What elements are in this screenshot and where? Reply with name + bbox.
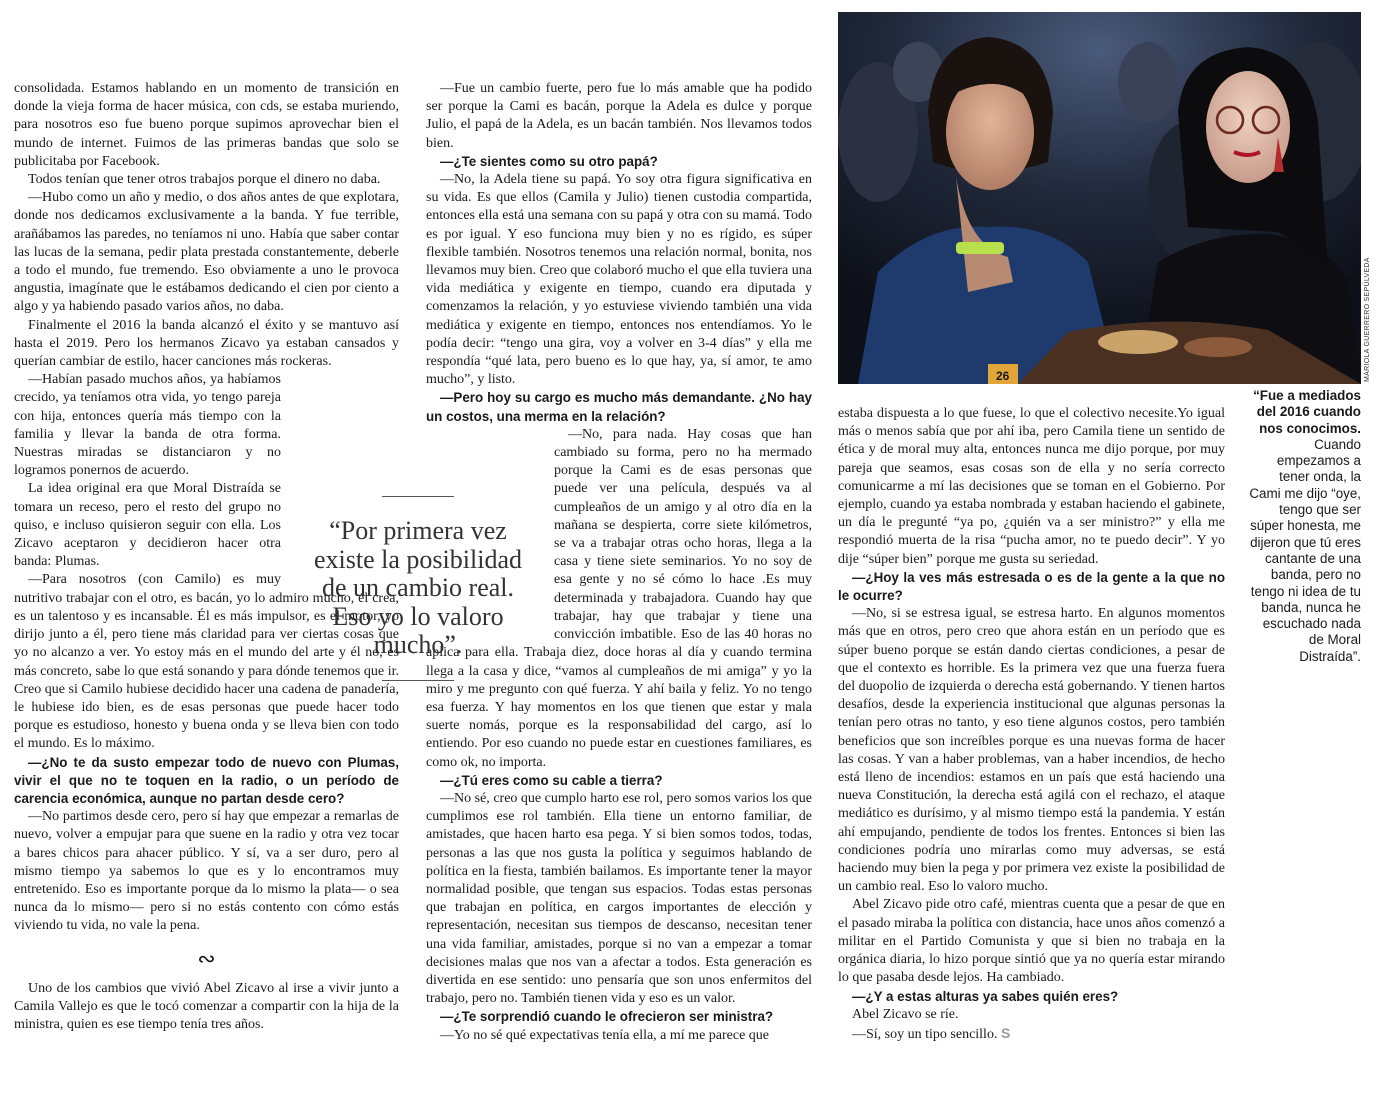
interview-question: —¿Te sorprendió cuando le ofrecieron ser ministra? — [440, 1009, 774, 1025]
paragraph: —Para nosotros (con Camilo) es muy nutritivo trabajar con el otro, es bacán, yo lo admiro mucho, él crea, es un talentoso y es incansable. Él es más impulsor, es el motor, yo dirijo junto a él, pero tiene más claridad para ver ciertas cosas que yo no alcanzo a ver. Yo estoy más en el mundo del arte y él no, es más concreto, sabe lo que está sonando y para dónde tenemos que ir. Creo que si Camilo hubiese decidido hacer una cadena de panadería, le hubiese ido bien, es de esas personas que puede hacer todo porque es estudioso, honesto y buena onda y se lleva bien con todo el mundo. Es lo máximo. — [14, 572, 399, 752]
interview-question: —¿Tú eres como su cable a tierra? — [440, 772, 663, 788]
paragraph: —Yo no sé qué expectativas tenía ella, a mí me parece que — [440, 1027, 770, 1043]
paragraph: Abel Zicavo se ríe. — [852, 1006, 959, 1022]
pull-quote-rule-bottom — [382, 680, 454, 681]
paragraph: —Hubo como un año y medio, o dos años antes de que explotara, donde nos dedicamos exclusivamente a la banda. Y fue terrible, arañábamos las paredes, no teníamos ni uno. Había que saber contar las lucas de la semana, pedir plata prestada constantemente, deberle a todo el mundo, fue tremendo. Eso obviamente a uno le provoca angustia, imagínate que le estábamos dedicando el cien por ciento a algo y ya habiendo pasado varios años, no daba. — [14, 190, 399, 315]
caption-lead: “Fue a mediados del 2016 cuando nos conocimos. — [1253, 388, 1361, 436]
paragraph: Todos tenían que tener otros trabajos porque el dinero no daba. — [28, 172, 381, 188]
paragraph: La idea original era que Moral Distraída se tomara un receso, pero el resto del grupo no quiso, e incluso quisieron seguir con ella. Los Zicavo aceptaron y decidieron hacer otra banda: Plumas. — [14, 481, 281, 570]
pull-quote — [300, 496, 536, 681]
paragraph: —No, la Adela tiene su papá. Yo soy otra figura significativa en su vida. Es que ellos (Camila y Julio) tienen custodia compartida, entonces ella está una semana con su papá y otra con su mamá. Todo es por igual. Y eso funciona muy bien y no es rígido, es súper flexible también. Nosotros tenemos una relación normal, bonita, nos llevamos muy bien. Creo que colaboró mucho el que ella tuviera una vida mediática y exigente en tiempo, cuando era diputada y comenzamos la relación, y yo estuviese viviendo también una vida mediática y exigente en tiempo, entonces nos entendíamos. Yo le podía decir: “tengo una gira, voy a volver en 3-4 días” y ella me respondía “qué lata, pero bueno es lo que hay, ya, sí amor, te amo mucho”, y listo. — [426, 172, 812, 388]
paragraph — [838, 1024, 1225, 1044]
closing-line: —Sí, soy un tipo sencillo. — [852, 1026, 998, 1042]
article-photo — [838, 12, 1361, 384]
caption-text: Cuando empezamos a tener onda, la Cami me dijo “oye, tengo que ser súper honesta, me dijeron que tú eres cantante de una banda, pero no tengo ni idea de tu banda, nunca he escuchado nada de Moral Distraída”. — [1249, 436, 1361, 664]
paragraph: estaba dispuesta a lo que fuese, lo que el colectivo necesite.Yo igual más o menos sabía que por ahí iba, pero Camila tiene un sentido de ética y de moral muy alta, entonces nunca me dijo porque, por muy pareja que seamos, esas cosas son de ella y no sería correcto comunicarme a mí las decisiones que se toman en el Gobierno. Por ejemplo, cuando ya estaba nombrada y estaban haciendo el gabinete, un día le pregunté “ya po, ¿quién va a ser ministro?” y ella me respondió muerta de la risa “pucha amor, no te puedo decir”. Y yo dije “súper bien” porque me gusta su seriedad. — [838, 406, 1225, 567]
paragraph: Uno de los cambios que vivió Abel Zicavo al irse a vivir junto a Camila Vallejo es que le tocó comenzar a compartir con la hija de la ministra, quien es ese tiempo tenía tres años. — [14, 980, 399, 1032]
photo-credit: MARIOLA GUERRERO SEPÚLVEDA — [1364, 257, 1371, 382]
section-ornament-icon: ∾ — [197, 945, 216, 971]
interview-question: —¿No te da susto empezar todo de nuevo con Plumas, vivir el que no te toquen en la radio, o un período de carencia económica, aunque no partan desde cero? — [14, 754, 399, 806]
paragraph: —No, si se estresa igual, se estresa harto. En algunos momentos más que en otros, pero creo que ahora están en un período que es súper bueno porque se están dando ciertas condiciones, a pesar de que el contexto es horrible. Es la primera vez que una fuerza fuera del duopolio de izquierda o derecha está gobernando. Y tienen hartos desafíos, desde la experiencia institucional que algunas personas la tenían pero otras no tanto, y eso tiene algunos costos, pero también beneficios que son increíbles porque es una nuevas forma de hacer las cosas. Y van a haber problemas, van a haber incendios, de hecho está lleno de incendios: estamos en un país que está haciendo una nueva Constitución, la derecha está agilá con el rechazo, el ataque mediático es durísimo, y al mismo tiempo está la pandemia. Y están ahí empujando, pendiente de todos los frentes. Entonces si bien las condiciones podría uno mirarlas como muy adversas, se está haciendo muy bien la pega y por primera vez existe la posibilidad de un cambio real. Eso lo valoro mucho. — [838, 606, 1225, 895]
paragraph: —Habían pasado muchos años, ya habíamos crecido, ya teníamos otra vida, yo tengo pareja con hija, entonces quería más tiempo con la familia y llevar la banda de otra forma. Nuestras miradas se distanciaron y no logramos ponernos de acuerdo. — [14, 372, 281, 479]
article-column-3 — [838, 405, 1225, 1044]
interview-question: —Pero hoy su cargo es mucho más demandante. ¿No hay un costos, una merma en la relación? — [426, 390, 812, 424]
paragraph: —Fue un cambio fuerte, pero fue lo más amable que ha podido ser porque la Cami es bacán, porque la Adela es dulce y porque Julio, el papá de la Adela, es un bacán también. Nos llevamos todos bien. — [426, 81, 812, 151]
paragraph: Abel Zicavo pide otro café, mientras cuenta que a pesar de que en el pasado miraba la política con distancia, hace unos años comenzó a militar en el Partido Comunista y que si bien no trabaja en la orgánica diaria, lo hizo porque sintió que ya no quería estar mirando lo que pasaba desde lejos. Ha cambiado. — [838, 897, 1225, 986]
interview-question: —¿Y a estas alturas ya sabes quién eres? — [852, 988, 1119, 1004]
pull-quote-text: “Por primera vez existe la posibilidad de un cambio real. Eso yo lo valoro mucho”. — [314, 516, 522, 659]
photo-table-number: 26 — [996, 369, 1010, 383]
couple-photo-illustration — [838, 12, 1361, 384]
paragraph: —No partimos desde cero, pero sí hay que empezar a remarlas de nuevo, volver a empujar para que suene en la radio y otra vez tocar a bares chicos para ahacer público. Y sí, va a ser duro, pero al mismo tiempo ya sabemos lo que es y lo encontramos muy entretenido. Eso es importante porque da lo mismo la plata— o sea nunca da lo mismo— pero si no estás contento con cómo estás viviendo tu vida, no vale la pena. — [14, 809, 399, 934]
paragraph: consolidada. Estamos hablando en un momento de transición en donde la vieja forma de hacer música, con cds, se estaba muriendo, para nosotros eso fue bueno porque supimos aprovechar bien el mundo de internet. Fuimos de las primeras bandas que solo se publicitaba por Facebook. — [14, 81, 399, 169]
paragraph: —No sé, creo que cumplo harto ese rol, pero somos varios los que cumplimos ese rol también. Ella tiene un entorno familiar, de amistades, que hacen harto esa pega. Y si bien somos todos, todas, personas a las que nos gusta la política y seguimos hablando de política en la fiesta, también bailamos. Es importante tener la mayor normalidad posible, que tengan sus espacios. Todas estas personas que trabajan en política, en cargos importantes de elección y representación, necesitan sus tiempos de descanso, necesitan tener una vida familiar, amistades, porque si no van a empezar a tomar decisiones malas que nos van a afectar a todos. Esta generación es divertida en ese sentido: uno pensaría que son unos enfermitos del trabajo, pero no. También tienen vida y eso es un valor. — [426, 790, 812, 1007]
interview-question: —¿Te sientes como su otro papá? — [440, 153, 658, 169]
pull-quote-rule-top — [382, 496, 454, 497]
photo-caption — [1248, 388, 1361, 665]
paragraph: —No, para nada. Hay cosas que han cambiado su forma, pero no ha mermado porque la Cami es de esas personas que puede ver una película, después va al cumpleaños de un amigo y al otro día en la mañana se despierta, corre siete kilómetros, se va a trabajar otras ocho horas, llega a la casa y tiene siete seminarios. Yo no soy de esa gente y no sé cómo lo hace .Es muy determinada y trabajadora. Cuando hay que trabajar, hay que trabajar y tiene una convicción imbatible. Eso de las 40 horas no aplica para ella. Trabaja diez, doce horas al día y cuando termina llega a la casa y dice, “vamos al cumpleaños de mi amiga” y yo la miro y me pregunto con qué fuerza. Y ahí baila y feliz. Yo no tengo esa fuerza. Y hay momentos en los que tienen que estar y mala suerte nomás, porque es la responsabilidad del cargo, así lo entiendo. Por eso cuando no puede estar en cuestiones familiares, es como ok, no importa. — [426, 426, 812, 770]
interview-question: —¿Hoy la ves más estresada o es de la gente a la que no le ocurre? — [838, 569, 1225, 604]
paragraph: Finalmente el 2016 la banda alcanzó el éxito y se mantuvo así hasta el 2019. Pero los hermanos Zicavo ya estaban cansados y querían cambiar de estilo, hacer canciones más rockeras. — [14, 317, 399, 370]
end-mark-icon: S — [1000, 1024, 1011, 1041]
